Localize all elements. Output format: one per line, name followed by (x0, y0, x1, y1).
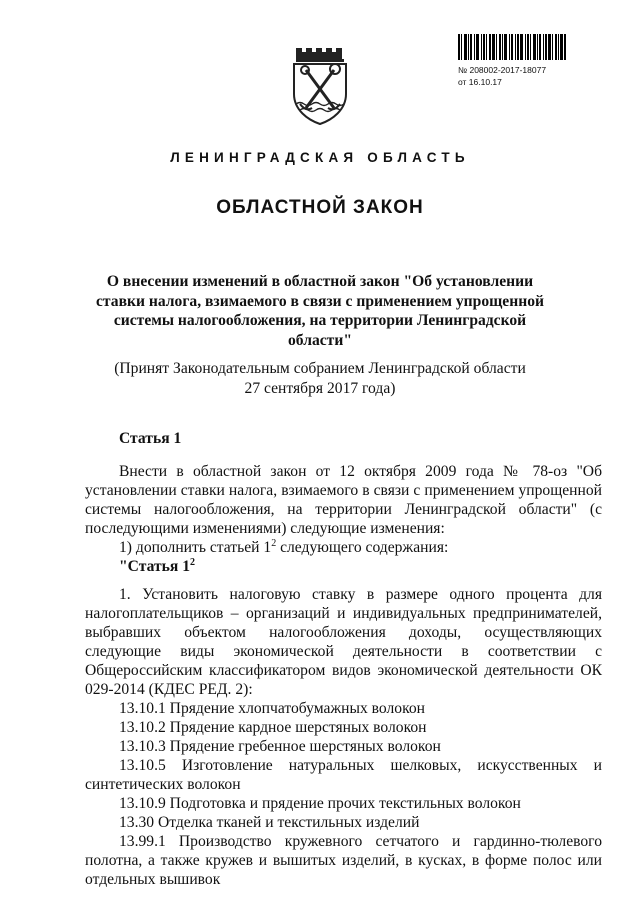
law-title (90, 272, 550, 350)
activity-code-text: 13.99.1 Производство кружевного сетчатого и гардинно-тюлевого (119, 833, 602, 850)
superscript: 2 (271, 538, 277, 549)
activity-code-item: 13.30 Отделка тканей и текстильных изделий (119, 814, 420, 831)
intro-paragraph (85, 462, 602, 538)
activity-code-item (85, 832, 602, 889)
adoption-note-line: (Принят Законодательным собранием Ленинградской области (114, 360, 526, 377)
law-title-line: системы налогообложения, на территории Ленинградской области" (113, 312, 527, 349)
superscript: 2 (190, 557, 195, 568)
point-1-paragraph: 1. Установить налоговую ставку в размере одного процента для налогоплательщиков – организаций и индивидуальных предпринимателей, выбравших объектом налогообложения доходы, осуществляющих следующие виды экономической деятельности в соответствии с Общероссийским классификатором видов экономической деятельности ОК 029-2014 (КДЕС РЕД. 2): (85, 586, 602, 698)
activity-code-text: 13.10.5 Изготовление натуральных шелковых, искусственных (119, 757, 578, 774)
adoption-note (90, 359, 550, 398)
document-type-heading: ОБЛАСТНОЙ ЗАКОН (216, 197, 424, 218)
new-article-label: "Статья 1 (119, 558, 190, 575)
amendment-item (85, 538, 602, 557)
article-body (85, 462, 602, 889)
activity-code-item: 13.10.1 Прядение хлопчатобумажных волокон (119, 700, 426, 717)
amendment-item-text: следующего содержания: (276, 539, 449, 556)
activity-code-item: 13.10.9 Подготовка и прядение прочих текстильных волокон (119, 795, 521, 812)
activity-code-text: и синтетических волокон (85, 757, 603, 793)
amendment-item-text: 1) дополнить статьей 1 (119, 539, 272, 556)
region-heading: ЛЕНИНГРАДСКАЯ ОБЛАСТЬ (170, 150, 470, 165)
activity-code-item: 13.10.2 Прядение кардное шерстяных волокон (119, 719, 427, 736)
new-article-heading (85, 557, 602, 576)
barcode-icon (458, 34, 598, 60)
article-heading: Статья 1 (119, 430, 182, 447)
law-title-line: ставки налога, взимаемого в связи с применением упрощенной (96, 292, 544, 310)
activity-code-text: полотна, а также кружев и вышитых изделий, в кусках, в форме полос или отдельных вышивок (85, 852, 602, 888)
intro-rest: "Об установлении ставки налога, взимаемого в связи с применением упрощенной системы налогообложения, на территории Ленинградской области" (с последующими изменениями) следующие изменения: (85, 463, 602, 537)
activity-code-item: 13.10.3 Прядение гребенное шерстяных волокон (119, 738, 441, 755)
registration-stamp (458, 34, 608, 88)
intro-first-line: Внести в областной закон от 12 октября 2009 года № 78-оз (119, 463, 568, 480)
activity-code-item (85, 756, 602, 794)
adoption-note-line: 27 сентября 2017 года) (244, 379, 396, 397)
registration-date: от 16.10.17 (458, 77, 502, 87)
coat-of-arms-icon (288, 44, 352, 126)
registration-number: № 208002-2017-18077 (458, 65, 547, 75)
law-title-line: О внесении изменений в областной закон "Об установлении (106, 273, 534, 290)
